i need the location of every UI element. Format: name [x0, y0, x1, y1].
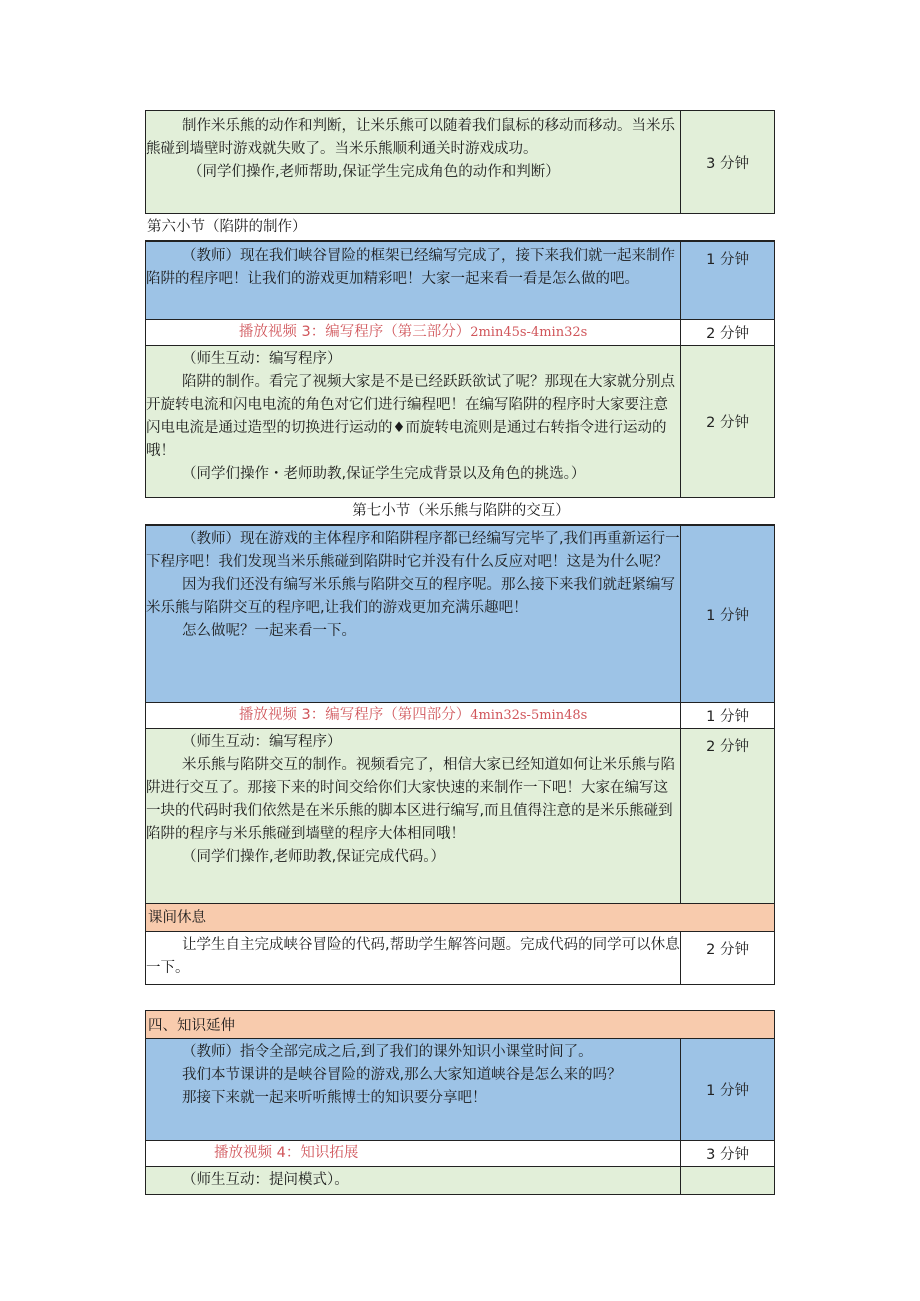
table-row — [145, 729, 775, 904]
table-row — [145, 703, 775, 729]
duration: 2 分钟 — [681, 346, 775, 498]
video-cue — [146, 703, 681, 729]
section-heading: 课间休息 — [145, 904, 775, 932]
video-label: 播放视频 3：编写程序（第三部分） — [238, 324, 471, 340]
duration — [681, 1167, 775, 1195]
paragraph: 我们本节课讲的是峡谷冒险的游戏,那么大家知道峡谷是怎么来的吗？ — [182, 1067, 622, 1083]
paragraph: 那接下来就一起来听听熊博士的知识要分享吧！ — [182, 1090, 487, 1106]
duration: 2 分钟 — [681, 320, 775, 346]
paragraph: 怎么做呢？一起来看一下。 — [182, 623, 356, 639]
duration: 3 分钟 — [681, 1141, 775, 1167]
paragraph: （教师）指令全部完成之后,到了我们的课外知识小课堂时间了。 — [182, 1044, 593, 1060]
paragraph: 陷阱的制作。看完了视频大家是不是已经跃跃欲试了呢？那现在大家就分别点开旋转电流和闪电电流的角色对它们进行编程吧！在编写陷阱的程序时大家要注意闪电电流是通过造型的切换进行运动的♦而旋转电流则是通过右转指令进行运动的哦！ — [146, 374, 675, 459]
paragraph: （师生互动：提问模式）。 — [182, 1172, 349, 1188]
video-label: 播放视频 4：知识拓展 — [214, 1145, 359, 1161]
row-content — [146, 932, 681, 985]
duration: 1 分钟 — [681, 1039, 775, 1141]
paragraph: （师生互动：编写程序） — [182, 734, 342, 750]
paragraph: 让学生自主完成峡谷冒险的代码,帮助学生解答问题。完成代码的同学可以休息一下。 — [146, 937, 680, 976]
row-content — [146, 729, 681, 904]
lesson-plan-table — [145, 110, 775, 1195]
video-range: 4min32s-5min48s — [470, 708, 588, 723]
row-content — [146, 1039, 681, 1141]
table-row — [145, 1167, 775, 1195]
table-row — [145, 346, 775, 498]
row-content — [146, 526, 681, 703]
paragraph: 米乐熊与陷阱交互的制作。视频看完了，相信大家已经知道如何让米乐熊与陷阱进行交互了。那接下来的时间交给你们大家快速的来制作一下吧！大家在编写这一块的代码时我们依然是在米乐熊的脚本区进行编写,而且值得注意的是米乐熊碰到陷阱的程序与米乐熊碰到墙壁的程序大体相同哦！ — [146, 757, 675, 842]
table-row — [145, 1141, 775, 1167]
paragraph: （同学们操作・老师助教,保证学生完成背景以及角色的挑选。） — [182, 466, 586, 482]
table-row — [145, 932, 775, 985]
duration: 1 分钟 — [681, 526, 775, 703]
table-row — [145, 241, 775, 320]
section-heading: 第七小节（米乐熊与陷阱的交互） — [145, 498, 775, 525]
video-range: 2min45s-4min32s — [470, 325, 588, 340]
duration: 2 分钟 — [681, 729, 775, 904]
paragraph: 制作米乐熊的动作和判断，让米乐熊可以随着我们鼠标的移动而移动。当米乐熊碰到墙壁时游戏就失败了。当米乐熊顺利通关时游戏成功。 — [146, 118, 675, 157]
table-row — [145, 1039, 775, 1141]
video-cue — [146, 320, 681, 346]
paragraph: （同学们操作,老师帮助,保证学生完成角色的动作和判断） — [188, 164, 560, 180]
paragraph: （教师）现在游戏的主体程序和陷阱程序都已经编写完毕了,我们再重新运行一下程序吧！我们发现当米乐熊碰到陷阱时它并没有什么反应对吧！这是为什么呢？ — [146, 531, 680, 570]
table-row — [145, 110, 775, 214]
table-row — [145, 525, 775, 703]
paragraph: 因为我们还没有编写米乐熊与陷阱交互的程序呢。那么接下来我们就赶紧编写米乐熊与陷阱交互的程序吧,让我们的游戏更加充满乐趣吧！ — [146, 577, 675, 616]
paragraph: （师生互动：编写程序） — [182, 351, 342, 367]
section-heading: 第六小节（陷阱的制作） — [145, 214, 775, 241]
row-content — [146, 346, 681, 498]
duration: 1 分钟 — [681, 242, 775, 320]
video-cue — [146, 1141, 681, 1167]
duration: 2 分钟 — [681, 932, 775, 985]
paragraph: （同学们操作,老师助教,保证完成代码。） — [182, 849, 445, 865]
duration: 1 分钟 — [681, 703, 775, 729]
video-label: 播放视频 3：编写程序（第四部分） — [238, 707, 471, 723]
row-content — [146, 242, 681, 320]
section-heading: 四、知识延伸 — [145, 1010, 775, 1039]
paragraph: （教师）现在我们峡谷冒险的框架已经编写完成了，接下来我们就一起来制作陷阱的程序吧！让我们的游戏更加精彩吧！大家一起来看一看是怎么做的吧。 — [146, 248, 675, 287]
table-row — [145, 320, 775, 346]
duration: 3 分钟 — [681, 111, 775, 214]
row-content — [146, 111, 681, 214]
row-content — [146, 1167, 681, 1195]
